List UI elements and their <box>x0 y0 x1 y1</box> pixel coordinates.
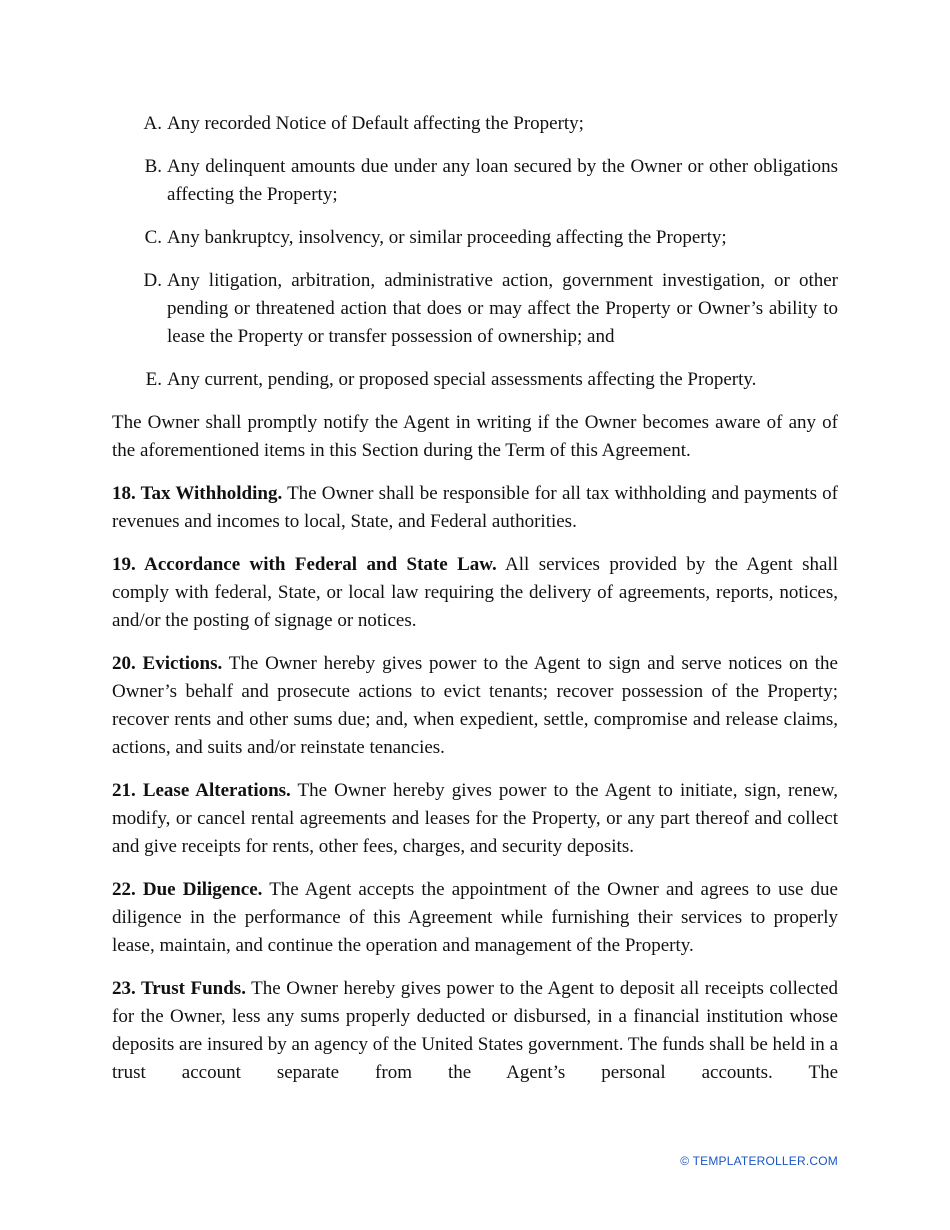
footer-site-link[interactable]: TEMPLATEROLLER.COM <box>692 1154 838 1168</box>
list-item <box>112 153 838 209</box>
footer-copyright[interactable] <box>680 1154 838 1168</box>
copyright-symbol: © <box>680 1154 690 1168</box>
list-item <box>112 267 838 351</box>
list-item-letter: A. <box>143 113 162 134</box>
section-text: The Owner hereby gives power to the Agent to deposit all receipts collected for the Owner, less any sums properly deducted or disbursed, in a financial institution whose deposits are insured by an agency of the United States government. The funds shall be held in a trust account separate from the Agent’s personal accounts. The <box>112 978 838 1083</box>
list-item-text: Any current, pending, or proposed special assessments affecting the Property. <box>167 369 757 390</box>
list-item-text: Any delinquent amounts due under any loan secured by the Owner or other obligations affecting the Property; <box>167 156 838 205</box>
list-item-letter: B. <box>144 156 162 177</box>
section-paragraph <box>112 777 838 861</box>
section-heading: 19. Accordance with Federal and State Law. <box>112 554 497 575</box>
section-paragraph <box>112 975 838 1087</box>
disclosure-list <box>112 110 838 394</box>
list-item-text: Any recorded Notice of Default affecting the Property; <box>167 113 584 134</box>
list-item-letter: D. <box>143 270 162 291</box>
section-text: The Owner hereby gives power to the Agent to sign and serve notices on the Owner’s behalf and prosecute actions to evict tenants; recover possession of the Property; recover rents and other sums due; and, when expedient, settle, compromise and release claims, actions, and suits and/or reinstate tenancies. <box>112 653 838 758</box>
list-item <box>112 110 838 138</box>
list-item-letter: C. <box>144 227 162 248</box>
list-item-text: Any litigation, arbitration, administrative action, government investigation, or other pending or threatened action that does or may affect the Property or Owner’s ability to lease the Property or transfer possession of ownership; and <box>167 270 838 347</box>
section-heading: 23. Trust Funds. <box>112 978 246 999</box>
section-heading: 21. Lease Alterations. <box>112 780 291 801</box>
list-item-letter: E. <box>145 369 162 390</box>
section-text: All services provided by the Agent shall comply with federal, State, or local law requiring the delivery of agreements, reports, notices, and/or the posting of signage or notices. <box>112 554 838 631</box>
section-heading: 20. Evictions. <box>112 653 223 674</box>
section-heading: 18. Tax Withholding. <box>112 483 283 504</box>
section-text: The Owner shall be responsible for all tax withholding and payments of revenues and incomes to local, State, and Federal authorities. <box>112 483 838 532</box>
list-item <box>112 224 838 252</box>
section-heading: 22. Due Diligence. <box>112 879 263 900</box>
document-page <box>112 110 838 1102</box>
list-item-text: Any bankruptcy, insolvency, or similar proceeding affecting the Property; <box>167 227 727 248</box>
section-paragraph <box>112 551 838 635</box>
section-text: The Owner hereby gives power to the Agent to initiate, sign, renew, modify, or cancel rental agreements and leases for the Property, or any part thereof and collect and give receipts for rents, other fees, charges, and security deposits. <box>112 780 838 857</box>
section-text: The Agent accepts the appointment of the Owner and agrees to use due diligence in the performance of this Agreement while furnishing their services to properly lease, maintain, and continue the operation and management of the Property. <box>112 879 838 956</box>
section-paragraph <box>112 650 838 762</box>
list-item <box>112 366 838 394</box>
section-paragraph <box>112 480 838 536</box>
notify-paragraph: The Owner shall promptly notify the Agent in writing if the Owner becomes aware of any of the aforementioned items in this Section during the Term of this Agreement. <box>112 412 838 461</box>
section-paragraph <box>112 876 838 960</box>
